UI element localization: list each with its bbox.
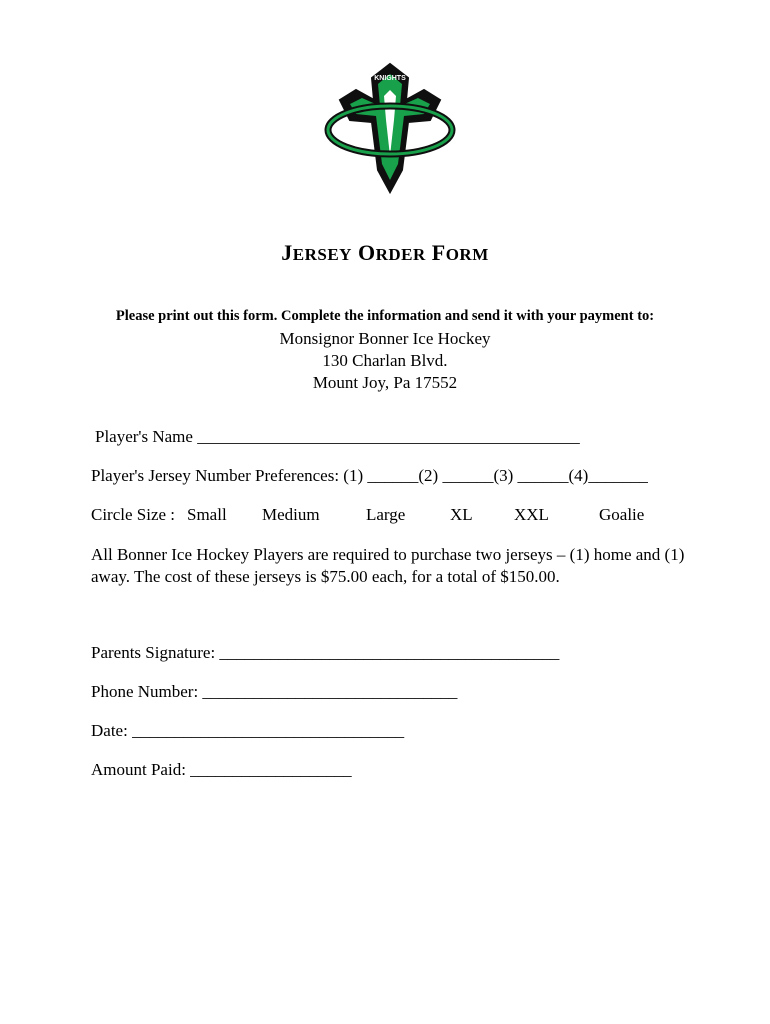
jersey-requirement-notice: All Bonner Ice Hockey Players are required to purchase two jerseys – (1) home and (1) away. The cost of these jerseys is $75.00 each, for a total of $150.00. xyxy=(91,545,685,586)
amount-paid-field[interactable]: Amount Paid: ___________________ xyxy=(91,760,352,779)
player-name-field[interactable]: Player's Name _____________________________________________ xyxy=(95,427,580,446)
jersey-number-preferences-field[interactable]: Player's Jersey Number Preferences: (1) ______(2) ______(3) ______(4)_______ xyxy=(91,466,648,485)
size-option-small[interactable]: Small xyxy=(187,505,227,524)
address-line-1: Monsignor Bonner Ice Hockey xyxy=(279,329,491,348)
address-line-2: 130 Charlan Blvd. xyxy=(322,351,448,370)
circle-size-label: Circle Size : xyxy=(91,505,176,524)
parents-signature-field[interactable]: Parents Signature: ________________________________________ xyxy=(91,643,560,662)
size-option-goalie[interactable]: Goalie xyxy=(599,505,645,524)
logo-text: KNIGHTS xyxy=(374,75,406,82)
page-title: JERSEY ORDER FORM xyxy=(281,240,489,265)
address-line-3: Mount Joy, Pa 17552 xyxy=(312,373,458,392)
size-option-xl[interactable]: XL xyxy=(450,505,473,524)
team-logo xyxy=(320,60,460,200)
date-field[interactable]: Date: ________________________________ xyxy=(91,721,405,740)
size-option-medium[interactable]: Medium xyxy=(262,505,320,524)
size-option-large[interactable]: Large xyxy=(366,505,406,524)
phone-number-field[interactable]: Phone Number: ______________________________ xyxy=(91,682,458,701)
instructions: Please print out this form. Complete the information and send it with your payment to: xyxy=(115,308,655,324)
size-option-xxl[interactable]: XXL xyxy=(514,505,549,524)
